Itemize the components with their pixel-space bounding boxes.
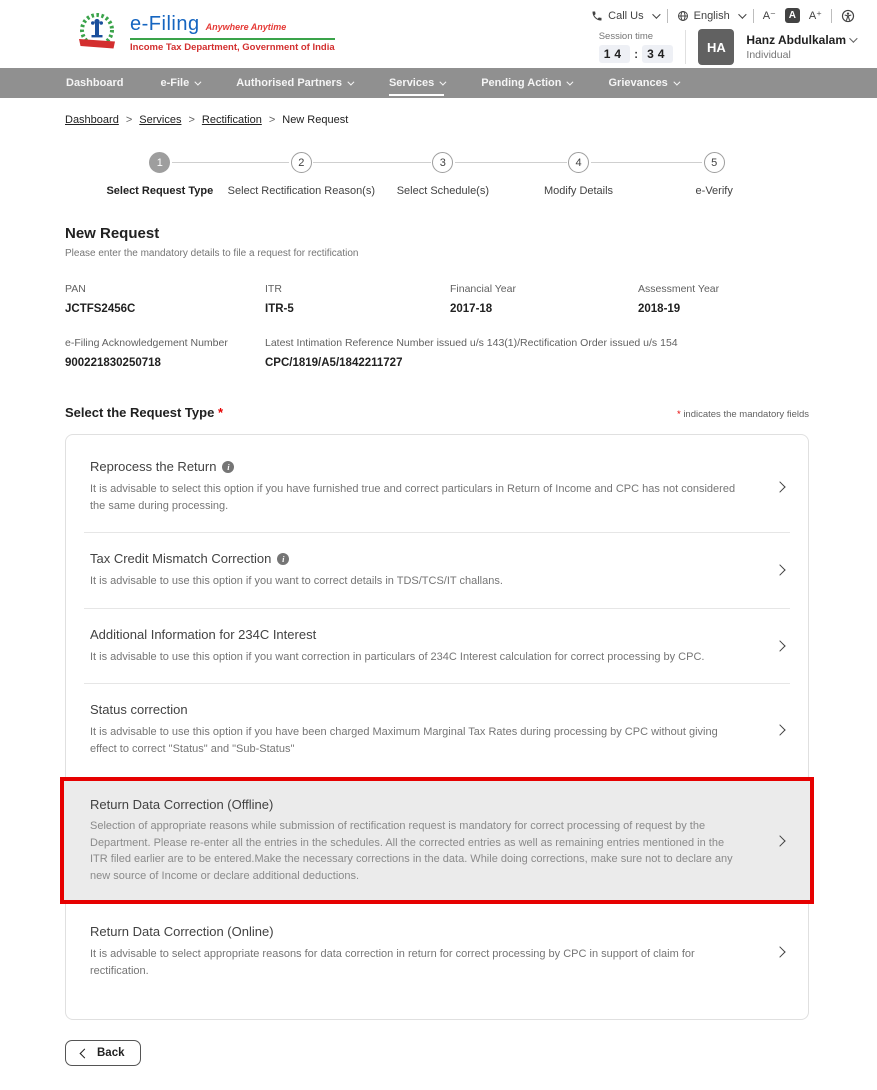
nav-label: Dashboard — [66, 77, 124, 89]
font-decrease-button[interactable]: A⁻ — [762, 10, 776, 22]
chevron-down-icon — [347, 78, 354, 85]
step-label: Select Schedule(s) — [396, 185, 490, 197]
breadcrumb-dashboard[interactable]: Dashboard — [65, 114, 119, 126]
option-status-correction[interactable] — [66, 684, 808, 775]
chevron-down-icon — [738, 10, 746, 18]
nav-label: Services — [388, 77, 435, 89]
language-label: English — [693, 9, 730, 22]
info-icon[interactable]: i — [277, 553, 289, 565]
option-body — [90, 459, 762, 514]
option-body — [90, 702, 762, 757]
detail-label: Latest Intimation Reference Number issued u/s 143(1)/Rectification Order issued u/s 154 — [265, 337, 678, 349]
detail-value: 900221830250718 — [65, 357, 161, 369]
required-asterisk: * — [217, 405, 223, 420]
option-title: Additional Information for 234C Interest — [90, 626, 317, 642]
option-description: It is advisable to select this option if you have furnished true and correct particulars in Return of Income and CPC has not considered the same during processing. — [90, 483, 736, 512]
step-label: Modify Details — [543, 185, 614, 197]
page-subtitle: Please enter the mandatory details to file a request for rectification — [65, 248, 359, 259]
detail-label: Assessment Year — [638, 283, 720, 295]
chevron-right-icon[interactable] — [774, 481, 785, 492]
option-description: It is advisable to use this option if you want to correct details in TDS/TCS/IT challans. — [90, 575, 503, 587]
chevron-right-icon[interactable] — [774, 640, 785, 651]
breadcrumb-current: New Request — [282, 114, 349, 126]
required-asterisk: * — [676, 409, 681, 420]
session-time-label: Session time — [598, 31, 654, 42]
option-title: Return Data Correction (Offline) — [90, 797, 274, 812]
divider — [831, 9, 832, 23]
user-menu[interactable] — [746, 33, 855, 47]
nav-item-pending-action[interactable] — [481, 68, 571, 98]
divider — [753, 9, 754, 23]
chevron-down-icon — [195, 78, 202, 85]
step-circle: 3 — [432, 152, 453, 173]
step-modify-details — [511, 152, 647, 197]
utility-bar — [591, 8, 855, 23]
breadcrumb-separator: > — [188, 114, 195, 126]
request-type-heading — [65, 405, 223, 420]
breadcrumb — [65, 114, 809, 126]
user-meta — [746, 33, 855, 61]
stepper — [92, 152, 782, 197]
call-us-menu[interactable] — [591, 10, 657, 22]
nav-label: e-File — [160, 77, 190, 89]
page-title: New Request — [65, 225, 160, 242]
option-title: Reprocess the Return — [90, 459, 217, 474]
step-circle: 2 — [291, 152, 312, 173]
avatar[interactable]: HA — [698, 29, 734, 65]
option-return-data-correction-offline[interactable] — [60, 777, 814, 904]
detail-financial-year — [450, 283, 638, 315]
logo-subtitle: Income Tax Department, Government of India — [130, 42, 335, 53]
language-menu[interactable] — [677, 10, 744, 22]
logo-text — [130, 13, 335, 53]
option-title: Return Data Correction (Online) — [90, 924, 274, 939]
nav-item-dashboard[interactable] — [66, 68, 123, 98]
detail-value: CPC/1819/A5/1842211727 — [265, 357, 403, 369]
heading-text: Select the Request Type — [65, 405, 215, 420]
step-circle: 4 — [568, 152, 589, 173]
step-select-rectification-reasons — [228, 152, 375, 197]
accessibility-icon[interactable] — [841, 9, 855, 23]
font-increase-button[interactable]: A⁺ — [808, 10, 822, 22]
details-row-2 — [65, 337, 809, 369]
option-description: It is advisable to select appropriate reasons for data correction in return for correct processing by CPC in support of claim for rectification. — [90, 948, 695, 977]
mandatory-fields-note — [677, 409, 809, 420]
session-seconds: 34 — [642, 45, 673, 63]
step-label: Select Request Type — [106, 185, 214, 197]
option-title: Status correction — [90, 702, 188, 717]
detail-label: ITR — [265, 283, 282, 295]
option-body — [90, 551, 762, 590]
efiling-logo[interactable] — [74, 10, 335, 56]
breadcrumb-services[interactable]: Services — [139, 114, 182, 126]
request-type-heading-row — [65, 405, 809, 420]
session-time-value — [599, 45, 674, 63]
nav-item-grievances[interactable] — [608, 68, 677, 98]
detail-value: JCTFS2456C — [65, 303, 136, 315]
option-body — [90, 924, 762, 979]
detail-label: e-Filing Acknowledgement Number — [65, 337, 228, 349]
option-description: Selection of appropriate reasons while submission of rectification request is mandatory for correct processing of request by the Department. Please re-enter all the entries in the schedules. All the corrected entries as well as remaining entries mentioned in the ITR filed earlier are to be entered.Make the necessary corrections in the data. While doing corrections, make sure not to declare any new source of Income or declare additional deductions. — [90, 820, 733, 882]
font-current-button[interactable]: A — [785, 8, 800, 23]
detail-intimation-reference — [265, 337, 809, 369]
nav-item-authorised-partners[interactable] — [236, 68, 352, 98]
detail-assessment-year — [638, 283, 809, 315]
note-text: indicates the mandatory fields — [683, 409, 809, 420]
nav-item-efile[interactable] — [160, 68, 199, 98]
option-additional-information-234c-interest[interactable] — [66, 609, 808, 684]
session-user-row — [599, 29, 855, 65]
chevron-down-icon — [440, 78, 447, 85]
main-nav — [0, 68, 877, 98]
breadcrumb-separator: > — [125, 114, 133, 126]
detail-value: ITR-5 — [265, 303, 294, 315]
detail-label: Financial Year — [450, 283, 516, 295]
phone-icon — [591, 10, 603, 22]
chevron-down-icon — [652, 10, 660, 18]
detail-value: 2018-19 — [638, 303, 681, 315]
session-colon: : — [634, 47, 639, 61]
nav-item-services[interactable] — [389, 68, 444, 98]
brand-name: e-Filing — [130, 13, 200, 35]
chevron-down-icon — [567, 78, 574, 85]
header-right — [591, 4, 855, 65]
back-label: Back — [97, 1047, 125, 1059]
main-content — [0, 114, 877, 1090]
detail-itr — [265, 283, 450, 315]
option-return-data-correction-online[interactable] — [66, 906, 808, 997]
option-title: Tax Credit Mismatch Correction — [90, 551, 272, 566]
step-select-request-type — [92, 152, 228, 197]
divider — [667, 9, 668, 23]
detail-label: PAN — [65, 283, 86, 295]
breadcrumb-rectification[interactable]: Rectification — [201, 114, 262, 126]
brand-tagline: Anywhere Anytime — [205, 22, 287, 32]
option-body — [90, 797, 762, 884]
detail-pan — [65, 283, 265, 315]
nav-label: Pending Action — [481, 77, 562, 89]
info-icon[interactable]: i — [222, 461, 234, 473]
step-label: Select Rectification Reason(s) — [227, 185, 376, 197]
step-select-schedules — [375, 152, 511, 197]
chevron-down-icon — [849, 34, 857, 42]
call-us-label: Call Us — [608, 9, 644, 22]
app-header — [0, 0, 877, 68]
chevron-right-icon[interactable] — [774, 835, 785, 846]
chevron-left-icon — [80, 1048, 90, 1058]
chevron-right-icon[interactable] — [774, 565, 785, 576]
chevron-right-icon[interactable] — [774, 946, 785, 957]
incometax-emblem-icon — [74, 10, 120, 56]
chevron-down-icon — [673, 78, 680, 85]
nav-label: Grievances — [608, 77, 668, 89]
step-everify — [646, 152, 782, 197]
details-row-1 — [65, 283, 809, 315]
step-label: e-Verify — [695, 185, 733, 197]
user-name: Hanz Abdulkalam — [746, 33, 846, 47]
divider — [685, 30, 686, 64]
detail-value: 2017-18 — [450, 303, 493, 315]
step-circle: 1 — [149, 152, 170, 173]
globe-icon — [677, 10, 689, 22]
step-circle: 5 — [704, 152, 725, 173]
nav-label: Authorised Partners — [236, 77, 342, 89]
logo-divider — [130, 38, 335, 40]
breadcrumb-separator: > — [268, 114, 276, 126]
session-timer — [599, 31, 674, 63]
option-description: It is advisable to use this option if you want correction in particulars of 234C Interest calculation for correct processing by CPC. — [90, 650, 705, 663]
back-button[interactable] — [65, 1040, 141, 1066]
option-tax-credit-mismatch-correction[interactable] — [66, 533, 808, 608]
option-body — [90, 627, 762, 666]
user-role: Individual — [746, 49, 791, 61]
request-type-options-panel — [65, 434, 809, 1020]
option-reprocess-the-return[interactable] — [66, 441, 808, 532]
detail-acknowledgement-number — [65, 337, 265, 369]
option-description: It is advisable to use this option if you have been charged Maximum Marginal Tax Rates during processing by CPC without giving effect to correct "Status" and "Sub-Status" — [90, 726, 718, 755]
chevron-right-icon[interactable] — [774, 724, 785, 735]
session-minutes: 14 — [599, 45, 630, 63]
